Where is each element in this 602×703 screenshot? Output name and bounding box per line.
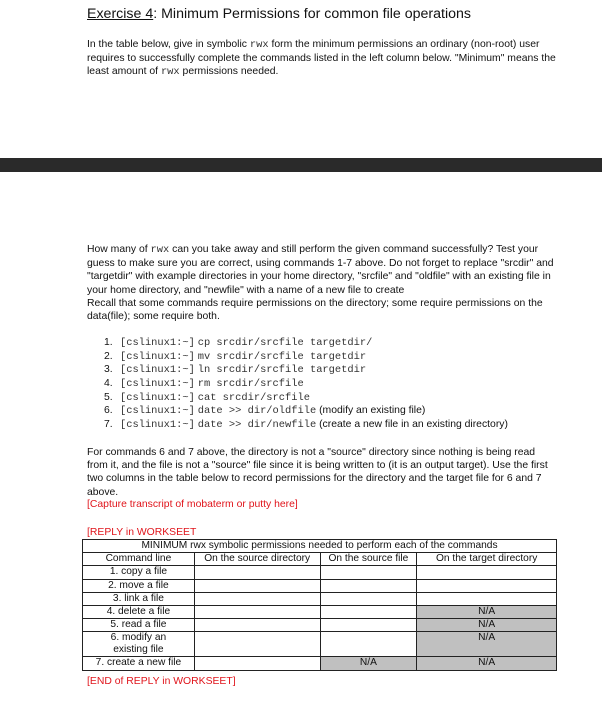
na-cell: N/A bbox=[417, 657, 557, 670]
question-rwx: rwx bbox=[150, 244, 170, 256]
worksheet-table bbox=[82, 539, 557, 671]
answer-cell[interactable] bbox=[320, 619, 417, 632]
page-separator-bar bbox=[0, 158, 602, 172]
list-item: 6. [cslinux1:~] date >> dir/oldfile (modify an existing file) bbox=[104, 405, 426, 418]
worksheet-caption: MINIMUM rwx symbolic permissions needed to perform each of the commands bbox=[83, 540, 557, 553]
answer-cell[interactable] bbox=[194, 657, 320, 670]
command-list bbox=[104, 336, 508, 432]
intro-rwx-2: rwx bbox=[160, 66, 180, 79]
answer-cell[interactable] bbox=[320, 632, 417, 657]
na-cell: N/A bbox=[417, 605, 557, 618]
row-label: 5. read a file bbox=[83, 619, 195, 632]
answer-cell[interactable] bbox=[194, 592, 320, 605]
answer-cell[interactable] bbox=[320, 579, 417, 592]
list-item: 2. [cslinux1:~] mv srcdir/srcfile targetdir bbox=[104, 350, 367, 363]
answer-cell[interactable] bbox=[194, 605, 320, 618]
exercise-title bbox=[87, 6, 471, 22]
header-source-directory: On the source directory bbox=[194, 553, 320, 566]
answer-cell[interactable] bbox=[417, 566, 557, 579]
list-item: 4. [cslinux1:~] rm srcdir/srcfile bbox=[104, 378, 304, 391]
question-text-1: How many of bbox=[87, 244, 151, 255]
table-row bbox=[83, 592, 557, 605]
table-row bbox=[83, 605, 557, 618]
answer-cell[interactable] bbox=[320, 605, 417, 618]
table-row bbox=[83, 657, 557, 670]
answer-cell[interactable] bbox=[417, 579, 557, 592]
question-text-2: can you take away and still perform the given command successfully? Test your guess to make sure you are correct, using commands 1-7 above. Do not forget to replace "srcdir" and "targetdir" with example directories in your home directory, "srcfile" and "oldfile" with an existing file in your home directory, and "newfile" with a name of a new file to create bbox=[87, 244, 554, 296]
exercise-title-text: : Minimum Permissions for common file operations bbox=[153, 6, 471, 22]
answer-cell[interactable] bbox=[320, 566, 417, 579]
header-command-line: Command line bbox=[83, 553, 195, 566]
question-recall: Recall that some commands require permissions on the directory; some require permissions on the data(file); some require both. bbox=[87, 297, 543, 323]
answer-cell[interactable] bbox=[194, 619, 320, 632]
reply-start-marker: [REPLY in WORKSEET bbox=[87, 527, 197, 538]
answer-cell[interactable] bbox=[194, 632, 320, 657]
row-label: 3. link a file bbox=[83, 592, 195, 605]
question-paragraph bbox=[87, 243, 557, 323]
na-cell: N/A bbox=[417, 632, 557, 657]
row-label: 6. modify an existing file bbox=[83, 632, 195, 657]
list-item: 5. [cslinux1:~] cat srcdir/srcfile bbox=[104, 391, 310, 404]
row-label: 1. copy a file bbox=[83, 566, 195, 579]
list-item: 1. [cslinux1:~] cp srcdir/srcfile targetdir/ bbox=[104, 337, 373, 349]
answer-cell[interactable] bbox=[194, 566, 320, 579]
na-cell: N/A bbox=[417, 619, 557, 632]
header-target-directory: On the target directory bbox=[417, 553, 557, 566]
answer-cell[interactable] bbox=[194, 579, 320, 592]
table-header-row bbox=[83, 553, 557, 566]
row-label: 7. create a new file bbox=[83, 657, 195, 670]
na-cell: N/A bbox=[320, 657, 417, 670]
table-row bbox=[83, 579, 557, 592]
note-commands-6-7: For commands 6 and 7 above, the directory is not a "source" directory since nothing is being read from it, and the file is not a "source" file since it is being written to (it is an output target). Use the first two columns in the table below to record permissions for the directory and the target file for 6 and 7 above. bbox=[87, 447, 548, 498]
answer-cell[interactable] bbox=[417, 592, 557, 605]
intro-text-3: permissions needed. bbox=[179, 66, 279, 78]
table-row bbox=[83, 632, 557, 657]
table-row bbox=[83, 619, 557, 632]
header-source-file: On the source file bbox=[320, 553, 417, 566]
answer-cell[interactable] bbox=[320, 592, 417, 605]
row-label: 4. delete a file bbox=[83, 605, 195, 618]
intro-rwx-1: rwx bbox=[249, 39, 269, 51]
list-item: 3. [cslinux1:~] ln srcdir/srcfile targetdir bbox=[104, 364, 367, 377]
row-label: 2. move a file bbox=[83, 579, 195, 592]
intro-text-2: form the minimum permissions an ordinary (non-root) user requires to successfully complete the commands listed in the left column below. "Minimum" means the least amount of bbox=[87, 39, 556, 78]
reply-end-marker: [END of REPLY in WORKSEET] bbox=[87, 676, 236, 687]
table-row bbox=[83, 566, 557, 579]
intro-text-1: In the table below, give in symbolic bbox=[87, 39, 250, 50]
intro-paragraph bbox=[87, 38, 557, 80]
list-item: 7. [cslinux1:~] date >> dir/newfile (create a new file in an existing directory) bbox=[104, 419, 508, 432]
exercise-label: Exercise 4 bbox=[87, 6, 154, 22]
capture-transcript-instruction: [Capture transcript of mobaterm or putty here] bbox=[87, 499, 298, 510]
